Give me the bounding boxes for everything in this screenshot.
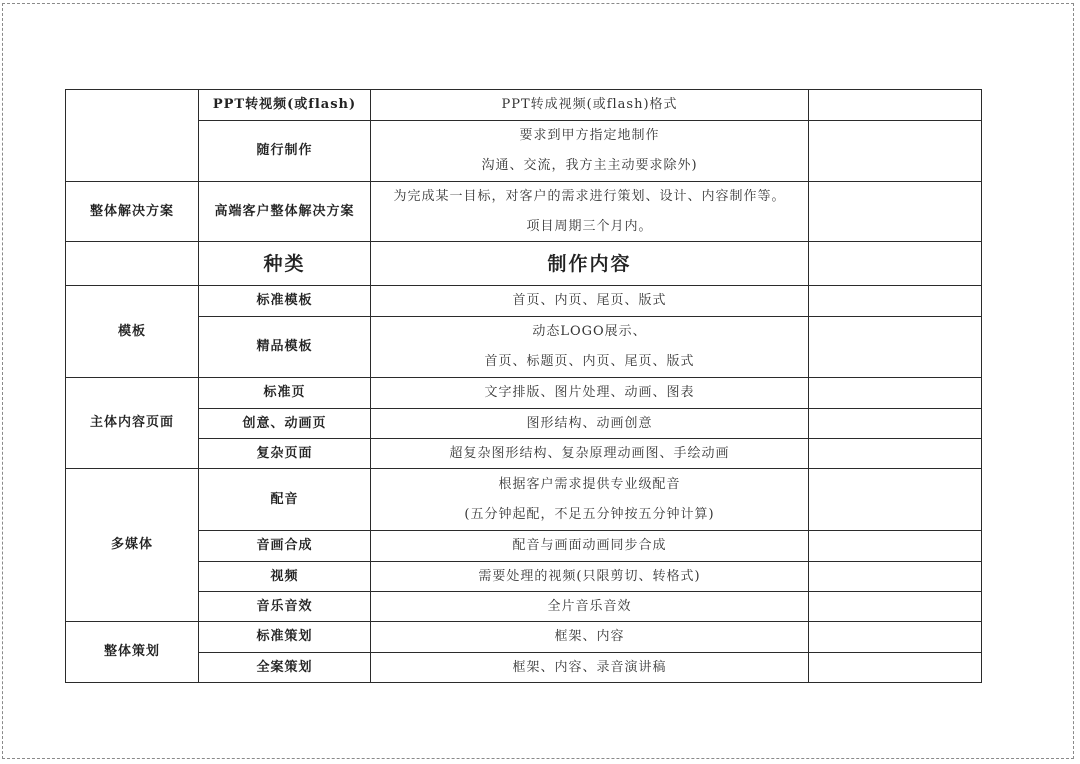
content-line: 要求到甲方指定地制作	[519, 128, 660, 143]
content-cell: 配音与画面动画同步合成	[371, 531, 809, 562]
content-cell: 图形结构、动画创意	[371, 409, 809, 439]
type-cell: 音画合成	[199, 531, 371, 562]
extra-cell	[809, 378, 982, 409]
extra-cell	[809, 121, 982, 182]
table-row	[66, 286, 982, 317]
content-cell: 文字排版、图片处理、动画、图表	[371, 378, 809, 409]
service-table	[65, 89, 982, 683]
content-cell	[371, 317, 809, 378]
content-cell	[371, 121, 809, 182]
extra-cell	[809, 592, 982, 622]
table-row	[66, 378, 982, 409]
type-cell: PPT转视频(或flash)	[199, 90, 371, 121]
table-row	[66, 592, 982, 622]
extra-cell	[809, 439, 982, 469]
table-row	[66, 469, 982, 531]
extra-cell	[809, 469, 982, 531]
table-row	[66, 531, 982, 562]
category-cell-empty	[66, 90, 199, 182]
type-cell: 标准页	[199, 378, 371, 409]
header-type: 种类	[199, 242, 371, 286]
category-cell: 整体策划	[66, 622, 199, 683]
content-line: 首页、标题页、内页、尾页、版式	[484, 354, 695, 369]
content-cell: 需要处理的视频(只限剪切、转格式)	[371, 562, 809, 592]
header-row	[66, 242, 982, 286]
type-cell: 创意、动画页	[199, 409, 371, 439]
category-cell: 主体内容页面	[66, 378, 199, 469]
type-cell: 视频	[199, 562, 371, 592]
content-cell	[371, 469, 809, 531]
content-cell: 框架、内容、录音演讲稿	[371, 653, 809, 683]
content-cell: 首页、内页、尾页、版式	[371, 286, 809, 317]
content-line: 为完成某一目标，对客户的需求进行策划、设计、内容制作等。	[393, 188, 786, 204]
table-row	[66, 317, 982, 378]
category-cell: 模板	[66, 286, 199, 378]
extra-cell	[809, 653, 982, 683]
extra-cell	[809, 182, 982, 242]
content-line: 根据客户需求提供专业级配音	[498, 476, 681, 492]
content-line: 项目周期三个月内。	[526, 218, 653, 234]
type-cell: 精品模板	[199, 317, 371, 378]
extra-cell	[809, 531, 982, 562]
table-row	[66, 622, 982, 653]
extra-cell	[809, 562, 982, 592]
header-content: 制作内容	[371, 242, 809, 286]
content-cell: PPT转成视频(或flash)格式	[371, 90, 809, 121]
table-row	[66, 439, 982, 469]
content-line: 动态LOGO展示、	[532, 324, 647, 339]
extra-cell	[809, 622, 982, 653]
table-row	[66, 182, 982, 242]
header-extra-cell	[809, 242, 982, 286]
table-row	[66, 90, 982, 121]
content-cell: 超复杂图形结构、复杂原理动画图、手绘动画	[371, 439, 809, 469]
type-cell: 标准模板	[199, 286, 371, 317]
extra-cell	[809, 409, 982, 439]
type-cell: 高端客户整体解决方案	[199, 182, 371, 242]
content-cell: 全片音乐音效	[371, 592, 809, 622]
type-cell: 随行制作	[199, 121, 371, 182]
header-empty-cell	[66, 242, 199, 286]
category-cell: 整体解决方案	[66, 182, 199, 242]
type-cell: 全案策划	[199, 653, 371, 683]
content-line: 沟通、交流，我方主主动要求除外)	[481, 158, 698, 173]
content-cell: 框架、内容	[371, 622, 809, 653]
type-cell: 配音	[199, 469, 371, 531]
table-row	[66, 121, 982, 182]
table-row	[66, 409, 982, 439]
type-cell: 标准策划	[199, 622, 371, 653]
table-row	[66, 653, 982, 683]
extra-cell	[809, 317, 982, 378]
table-row	[66, 562, 982, 592]
category-cell: 多媒体	[66, 469, 199, 622]
content-cell	[371, 182, 809, 242]
type-cell: 复杂页面	[199, 439, 371, 469]
type-cell: 音乐音效	[199, 592, 371, 622]
content-line: (五分钟起配，不足五分钟按五分钟计算)	[464, 506, 715, 522]
extra-cell	[809, 286, 982, 317]
extra-cell	[809, 90, 982, 121]
